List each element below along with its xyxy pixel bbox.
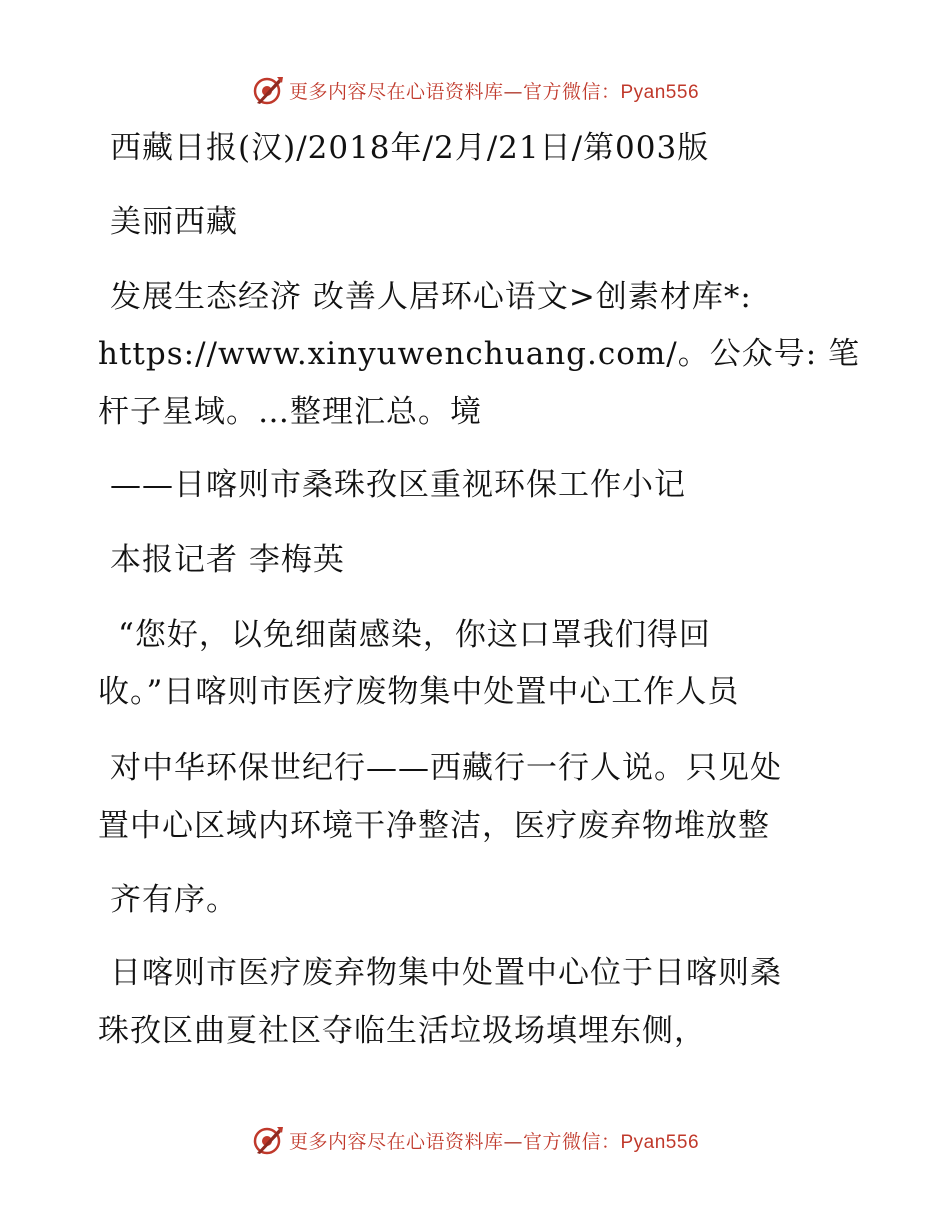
watermark-separator: — — [503, 1130, 523, 1153]
article-title-url-line: https://www.xinyuwenchuang.com/。公众号: 笔 — [98, 336, 861, 372]
header-watermark-banner — [0, 72, 950, 108]
paragraph-line: 齐有序。 — [110, 882, 238, 918]
paragraph-line: 对中华环保世纪行——西藏行一行人说。只见处 — [110, 750, 782, 786]
watermark-separator: — — [503, 80, 523, 103]
watermark-text — [289, 1127, 699, 1154]
quill-logo-icon — [251, 1123, 285, 1157]
article-title-end-line: 杆子星域。…整理汇总。境 — [98, 394, 482, 430]
article-byline: 本报记者 李梅英 — [110, 542, 345, 578]
section-title: 美丽西藏 — [110, 204, 238, 240]
footer-watermark-banner — [0, 1122, 950, 1158]
paragraph-line: “您好，以免细菌感染，你这口罩我们得回 — [118, 617, 711, 653]
paragraph-line: 收。”日喀则市医疗废物集中处置中心工作人员 — [98, 674, 740, 710]
article-title-line: 发展生态经济 改善人居环心语文>创素材库*: — [110, 279, 752, 315]
watermark-suffix: 官方微信： — [522, 1130, 621, 1153]
watermark-prefix: 更多内容尽在心语资料库 — [288, 1130, 504, 1153]
watermark-wechat-id: Pyan556 — [620, 1131, 700, 1153]
newspaper-source-line: 西藏日报(汉)/2018年/2月/21日/第003版 — [110, 130, 710, 166]
paragraph-line: 珠孜区曲夏社区夺临生活垃圾场填埋东侧， — [98, 1013, 706, 1049]
paragraph-line: 日喀则市医疗废弃物集中处置中心位于日喀则桑 — [110, 955, 782, 991]
watermark-suffix: 官方微信： — [522, 80, 621, 103]
quill-logo-icon — [251, 73, 285, 107]
paragraph-line: 置中心区域内环境干净整洁，医疗废弃物堆放整 — [98, 808, 770, 844]
watermark-text — [289, 77, 699, 104]
watermark-prefix: 更多内容尽在心语资料库 — [288, 80, 504, 103]
watermark-wechat-id: Pyan556 — [620, 81, 700, 103]
article-subtitle: ——日喀则市桑珠孜区重视环保工作小记 — [110, 467, 686, 503]
